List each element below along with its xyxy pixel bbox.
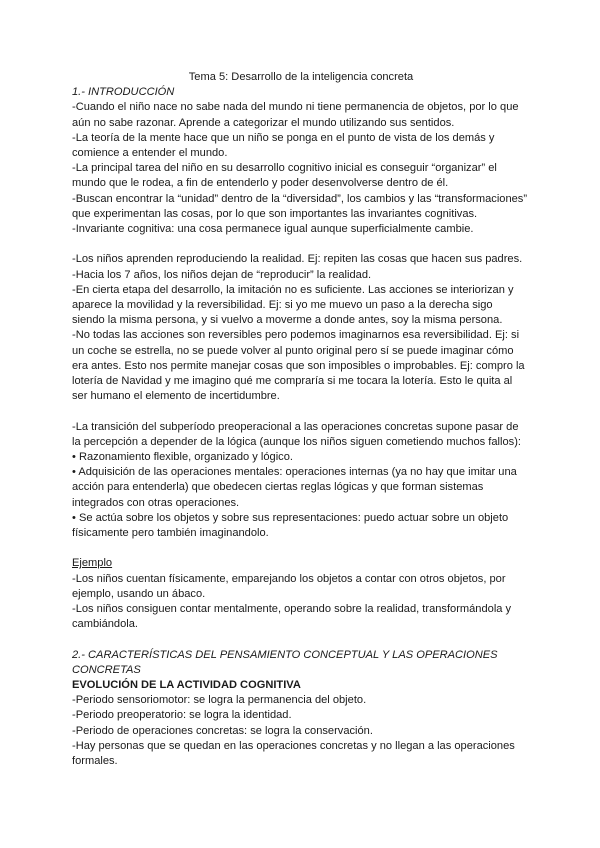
text-line: un coche se estrella, no se puede volver al punto original pero sí se puede imaginar cómo	[72, 344, 514, 357]
text-line: que experimentan las cosas, por lo que son importantes las invariantes cognitivas.	[72, 207, 478, 220]
text-line: físicamente pero también imaginandolo.	[72, 527, 269, 540]
text-line: era antes. Esto nos permite manejar cosas que son imposibles o improbables. Ej: compro la	[72, 359, 525, 372]
text-line: la percepción a depender de la lógica (aunque los niños siguen cometiendo muchos fallos):	[72, 435, 521, 448]
text-line: aparece la movilidad y la reversibilidad. Ej: si yo me muevo un paso a la derecha sigo	[72, 299, 493, 312]
text-line: -Periodo preoperatorio: se logra la identidad.	[72, 709, 292, 722]
spacer	[72, 632, 530, 647]
text-line: -Los niños cuentan físicamente, emparejando los objetos a contar con otros objetos, por	[72, 572, 506, 585]
text-line: aún no sabe razonar. Aprende a categorizar el mundo utilizando sus sentidos.	[72, 116, 455, 129]
spacer	[72, 237, 530, 252]
text-line: -La teoría de la mente hace que un niño se ponga en el punto de vista de los demás y	[72, 131, 495, 144]
transition-paragraph	[72, 420, 530, 542]
text-line: -Cuando el niño nace no sabe nada del mundo ni tiene permanencia de objetos, por lo que	[72, 101, 519, 114]
text-line: cambiándola.	[72, 618, 138, 631]
section-1-heading: 1.- INTRODUCCIÓN	[72, 86, 175, 99]
text-line: comience a entender el mundo.	[72, 147, 228, 160]
text-line: -La principal tarea del niño en su desarrollo cognitivo inicial es conseguir “organizar” el	[72, 162, 497, 175]
text-line: -La transición del subperíodo preoperacional a las operaciones concretas supone pasar de	[72, 420, 519, 433]
bullet-line: • Adquisición de las operaciones mentales: operaciones internas (ya no hay que imitar una	[72, 466, 517, 479]
text-line: ser humano el elemento de incertidumbre.	[72, 390, 280, 403]
periods-paragraph	[72, 693, 530, 769]
text-line: siendo la misma persona, y si vuelvo a moverme a donde antes, soy la misma persona.	[72, 314, 503, 327]
text-line: lotería de Navidad y me imagino qué me compraría si me tocara la lotería. Esto le quita al	[72, 375, 513, 388]
page-title: Tema 5: Desarrollo de la inteligencia concreta	[188, 71, 414, 83]
text-line: acción para entenderla) que obedecen ciertas reglas lógicas y que forman sistemas	[72, 481, 484, 494]
reproduction-paragraph	[72, 252, 530, 404]
text-line: mundo que le rodea, a fin de entenderlo y poder desenvolverse dentro de él.	[72, 177, 449, 190]
section-2-heading-cont: CONCRETAS	[72, 663, 141, 676]
text-line: -Periodo de operaciones concretas: se logra la conservación.	[72, 724, 373, 737]
intro-paragraph	[72, 100, 530, 237]
text-line: -Hay personas que se quedan en las operaciones concretas y no llegan a las operaciones	[72, 739, 515, 752]
text-line: ejemplo, usando un ábaco.	[72, 587, 206, 600]
text-line: -No todas las acciones son reversibles pero podemos imaginarnos esa reversibilidad. Ej: si	[72, 329, 520, 342]
section-2-subheading: EVOLUCIÓN DE LA ACTIVIDAD COGNITIVA	[72, 679, 301, 692]
example-heading: Ejemplo	[72, 557, 113, 570]
text-line: formales.	[72, 755, 118, 768]
text-line: -Los niños aprenden reproduciendo la realidad. Ej: repiten las cosas que hacen sus padres.	[72, 253, 523, 266]
example-paragraph	[72, 572, 530, 633]
bullet-line: • Se actúa sobre los objetos y sobre sus representaciones: puedo actuar sobre un objeto	[72, 511, 509, 524]
text-line: -Invariante cognitiva: una cosa permanece igual aunque superficialmente cambie.	[72, 223, 474, 236]
text-line: integrados con otras operaciones.	[72, 496, 240, 509]
text-line: -Hacia los 7 años, los niños dejan de “reproducir” la realidad.	[72, 268, 372, 281]
document-page	[72, 70, 530, 769]
text-line: -Buscan encontrar la “unidad” dentro de la “diversidad”, los cambios y las “transformaciones”	[72, 192, 528, 205]
text-line: -Los niños consiguen contar mentalmente, operando sobre la realidad, transformándola y	[72, 603, 512, 616]
text-line: -Periodo sensoriomotor: se logra la permanencia del objeto.	[72, 694, 367, 707]
section-2-heading: 2.- CARACTERÍSTICAS DEL PENSAMIENTO CONCEPTUAL Y LAS OPERACIONES	[72, 648, 498, 661]
text-line: -En cierta etapa del desarrollo, la imitación no es suficiente. Las acciones se interiorizan y	[72, 283, 514, 296]
spacer	[72, 404, 530, 419]
spacer	[72, 541, 530, 556]
bullet-line: • Razonamiento flexible, organizado y lógico.	[72, 451, 293, 464]
